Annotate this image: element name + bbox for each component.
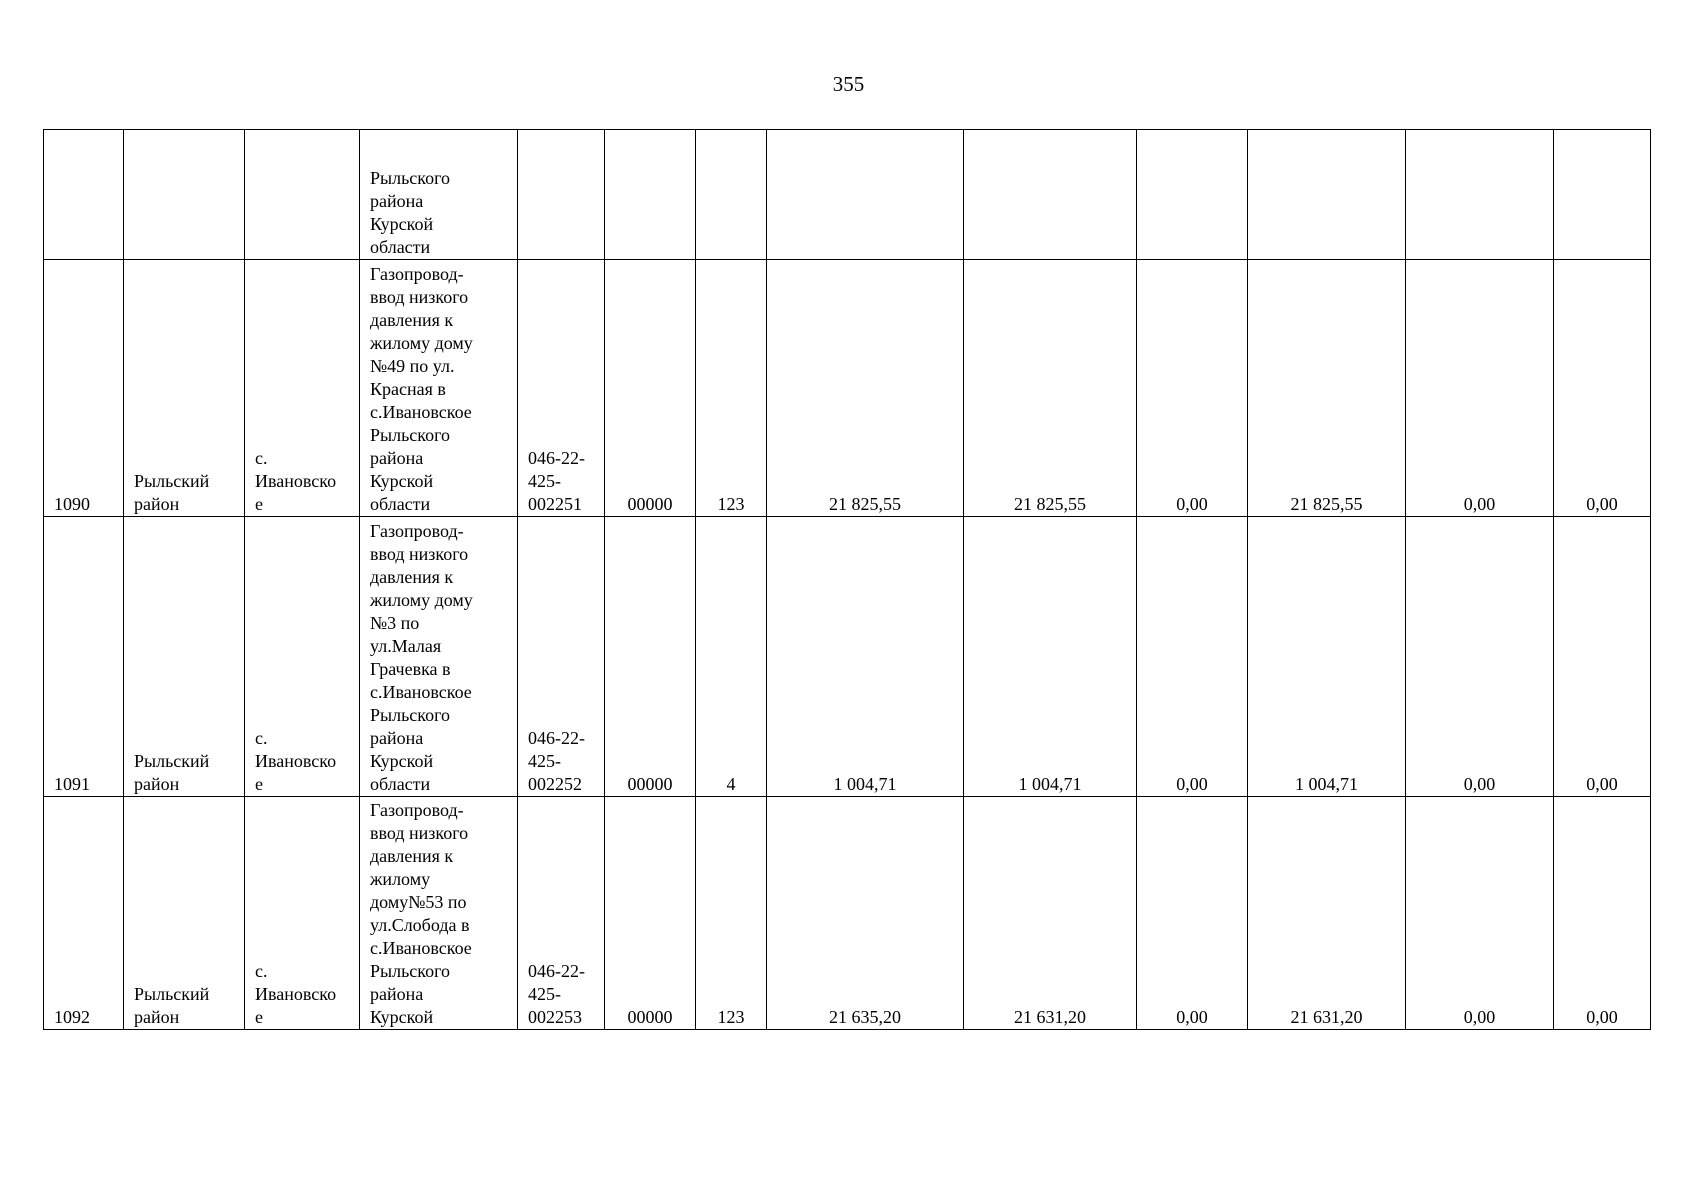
col13-cell: 0,00 xyxy=(1554,260,1651,517)
col6-cell: 00000 xyxy=(605,797,696,1030)
row-number-cell: 1091 xyxy=(44,517,124,797)
locality-cell: с. Ивановско е xyxy=(245,797,360,1030)
col12-cell: 0,00 xyxy=(1406,517,1554,797)
col12-cell: 0,00 xyxy=(1406,797,1554,1030)
page-number: 355 xyxy=(832,72,865,96)
col12-cell xyxy=(1406,130,1554,260)
col9-cell: 1 004,71 xyxy=(964,517,1137,797)
code-cell: 046-22- 425- 002253 xyxy=(518,797,605,1030)
locality-cell: с. Ивановско е xyxy=(245,517,360,797)
col11-cell: 21 825,55 xyxy=(1248,260,1406,517)
table-row xyxy=(44,517,1651,797)
row-number-cell: 1090 xyxy=(44,260,124,517)
district-cell: Рыльский район xyxy=(124,797,245,1030)
col13-cell: 0,00 xyxy=(1554,517,1651,797)
col9-cell xyxy=(964,130,1137,260)
col10-cell: 0,00 xyxy=(1137,260,1248,517)
col10-cell: 0,00 xyxy=(1137,517,1248,797)
district-cell: Рыльский район xyxy=(124,260,245,517)
description-cell: Газопровод- ввод низкого давления к жилому дому №49 по ул. Красная в с.Ивановское Рыльского района Курской области xyxy=(360,260,518,517)
col7-cell: 4 xyxy=(696,517,767,797)
col7-cell: 123 xyxy=(696,797,767,1030)
district-cell xyxy=(124,130,245,260)
locality-cell xyxy=(245,130,360,260)
col6-cell: 00000 xyxy=(605,517,696,797)
col13-cell: 0,00 xyxy=(1554,797,1651,1030)
description-cell: Рыльского района Курской области xyxy=(360,130,518,260)
col9-cell: 21 631,20 xyxy=(964,797,1137,1030)
col11-cell: 21 631,20 xyxy=(1248,797,1406,1030)
row-number-cell xyxy=(44,130,124,260)
col7-cell: 123 xyxy=(696,260,767,517)
col11-cell: 1 004,71 xyxy=(1248,517,1406,797)
col7-cell xyxy=(696,130,767,260)
col6-cell: 00000 xyxy=(605,260,696,517)
description-cell: Газопровод- ввод низкого давления к жилому дому №3 по ул.Малая Грачевка в с.Ивановское Рыльского района Курской области xyxy=(360,517,518,797)
code-cell xyxy=(518,130,605,260)
col11-cell xyxy=(1248,130,1406,260)
col10-cell: 0,00 xyxy=(1137,797,1248,1030)
code-cell: 046-22- 425- 002252 xyxy=(518,517,605,797)
district-cell: Рыльский район xyxy=(124,517,245,797)
locality-cell: с. Ивановско е xyxy=(245,260,360,517)
table-row xyxy=(44,260,1651,517)
code-cell: 046-22- 425- 002251 xyxy=(518,260,605,517)
col8-cell: 1 004,71 xyxy=(767,517,964,797)
table-row xyxy=(44,130,1651,260)
col8-cell xyxy=(767,130,964,260)
table-row xyxy=(44,797,1651,1030)
col8-cell: 21 825,55 xyxy=(767,260,964,517)
col8-cell: 21 635,20 xyxy=(767,797,964,1030)
row-number-cell: 1092 xyxy=(44,797,124,1030)
registry-table xyxy=(43,129,1651,1030)
col13-cell xyxy=(1554,130,1651,260)
col10-cell xyxy=(1137,130,1248,260)
description-cell: Газопровод- ввод низкого давления к жилому дому№53 по ул.Слобода в с.Ивановское Рыльского района Курской xyxy=(360,797,518,1030)
col9-cell: 21 825,55 xyxy=(964,260,1137,517)
col12-cell: 0,00 xyxy=(1406,260,1554,517)
col6-cell xyxy=(605,130,696,260)
